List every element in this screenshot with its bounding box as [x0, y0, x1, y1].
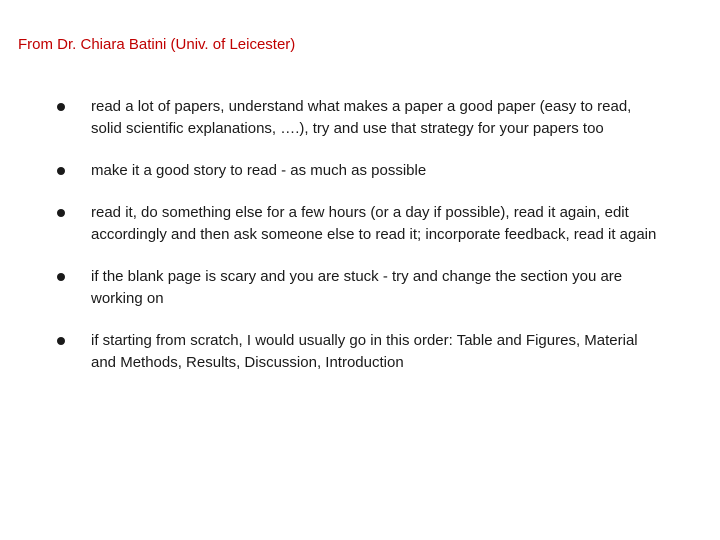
- bullet-text: if starting from scratch, I would usually go in this order: Table and Figures, Material and Methods, Results, Discussion, Introduction: [91, 332, 638, 371]
- bullet-text: read it, do something else for a few hours (or a day if possible), read it again, edit accordingly and then ask someone else to read it; incorporate feedback, read it again: [91, 204, 657, 243]
- bullet-point-icon: [57, 273, 65, 281]
- list-item: [56, 96, 666, 140]
- list-item: [56, 160, 666, 182]
- bullet-text: read a lot of papers, understand what makes a paper a good paper (easy to read, solid scientific explanations, ….), try and use that strategy for your papers too: [91, 98, 632, 137]
- bullet-text: if the blank page is scary and you are stuck - try and change the section you are working on: [91, 268, 623, 307]
- bullet-point-icon: [57, 167, 65, 175]
- bullet-point-icon: [57, 103, 65, 111]
- bullet-list: [56, 96, 666, 394]
- bullet-point-icon: [57, 337, 65, 345]
- list-item: [56, 330, 666, 374]
- attribution-text: From Dr. Chiara Batini (Univ. of Leicester): [18, 36, 296, 53]
- list-item: [56, 266, 666, 310]
- bullet-point-icon: [57, 209, 65, 217]
- bullet-text: make it a good story to read - as much as possible: [91, 162, 427, 179]
- list-item: [56, 202, 666, 246]
